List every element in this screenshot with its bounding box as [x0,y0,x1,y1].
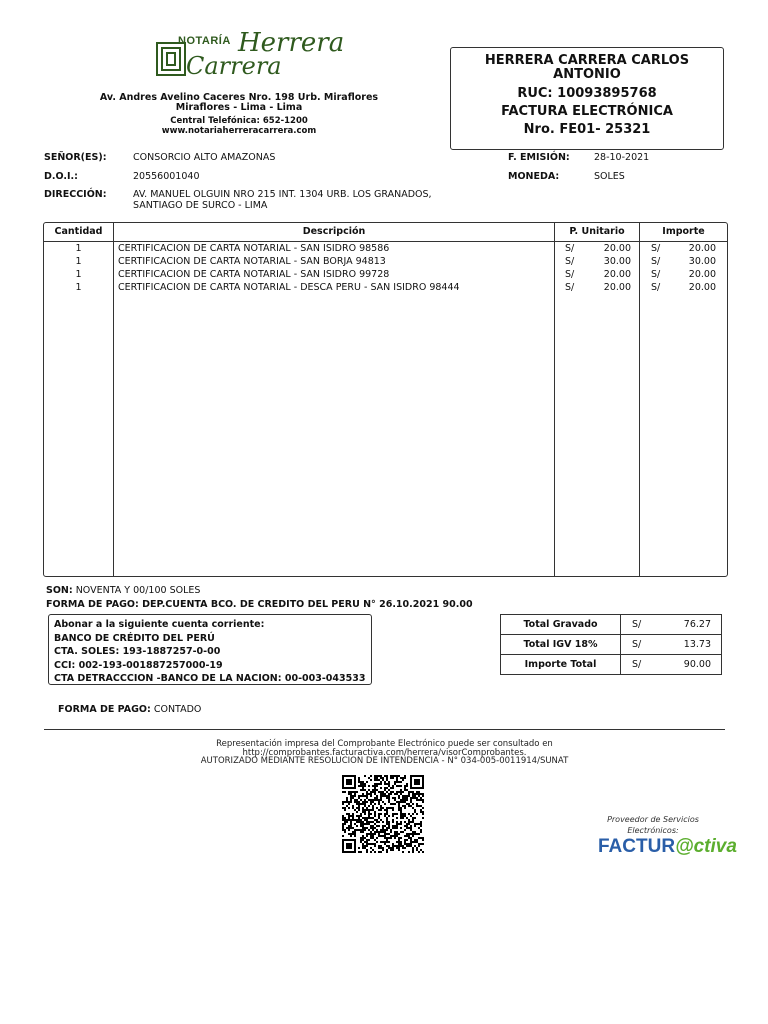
amount-in-words-label: SON: [46,585,73,596]
invoice-header-box [450,47,724,150]
amount-in-words [46,585,200,596]
legal-line3: AUTORIZADO MEDIANTE RESOLUCION DE INTENDENCIA - N° 034-005-0011914/SUNAT [200,756,569,766]
legal-notice [44,740,725,766]
row-amount: 20.00 [688,269,716,280]
table-row [44,242,727,255]
doi-label: D.O.I.: [44,171,78,182]
row-unit-currency: S/ [565,282,575,293]
row-qty: 1 [75,256,82,267]
company-address-line1: Av. Andres Avelino Caceres Nro. 198 Urb. Miraflores [99,92,379,103]
doi-value: 20556001040 [133,171,200,182]
logo-notaria-text: NOTARÍA [178,35,231,47]
header-description: Descripción [302,226,366,237]
customer-address-line1: AV. MANUEL OLGUIN NRO 215 INT. 1304 URB. LOS GRANADOS, [133,189,432,200]
notary-logo [150,28,345,86]
importe-total-label: Importe Total [524,659,597,670]
customer-name-label: SEÑOR(ES): [44,152,107,163]
issuer-name-line2: ANTONIO [553,67,621,82]
items-table [43,222,728,577]
logo-word-herrera: Herrera [238,28,345,58]
payment-form-value: CONTADO [153,704,202,715]
table-row [44,281,727,294]
importe-total-value: 90.00 [683,659,711,670]
company-contact [60,116,418,136]
totals-row [501,615,721,635]
bank-account-soles: CTA. SOLES: 193-1887257-0-00 [54,646,221,657]
header-qty: Cantidad [54,226,103,237]
total-igv-label: Total IGV 18% [523,639,598,650]
row-qty: 1 [75,269,82,280]
row-unit-currency: S/ [565,269,575,280]
facturactiva-logo-part2: @ctiva [675,836,737,857]
row-unit-currency: S/ [565,256,575,267]
table-row [44,268,727,281]
row-unit-price: 20.00 [603,269,631,280]
row-unit-price: 20.00 [603,282,631,293]
row-unit-currency: S/ [565,243,575,254]
customer-address-line2: SANTIAGO DE SURCO - LIMA [133,200,268,211]
payment-deposit-line: FORMA DE PAGO: DEP.CUENTA BCO. DE CREDITO DEL PERU N° 26.10.2021 90.00 [46,599,473,610]
totals-row [501,635,721,655]
bank-detraccion: CTA DETRACCCION -BANCO DE LA NACION: 00-003-043533 [54,673,366,684]
row-qty: 1 [75,282,82,293]
ruc-number: RUC: 10093895768 [517,86,657,101]
company-phone: Central Telefónica: 652-1200 [170,116,308,126]
row-description: CERTIFICACION DE CARTA NOTARIAL - SAN ISIDRO 99728 [118,269,390,280]
qr-code-icon [342,775,424,853]
row-unit-price: 30.00 [603,256,631,267]
row-amount-currency: S/ [651,243,661,254]
total-gravado-currency: S/ [632,619,642,630]
header-unit-price: P. Unitario [569,226,625,237]
header-amount: Importe [662,226,705,237]
issue-date: 28-10-2021 [594,152,650,163]
issue-date-label: F. EMISIÓN: [508,152,570,163]
document-type: FACTURA ELECTRÓNICA [501,104,673,119]
company-website: www.notariaherreracarrera.com [161,126,317,136]
row-description: CERTIFICACION DE CARTA NOTARIAL - SAN ISIDRO 98586 [118,243,390,254]
address-label: DIRECCIÓN: [44,189,107,200]
row-description: CERTIFICACION DE CARTA NOTARIAL - SAN BORJA 94813 [118,256,386,267]
facturactiva-logo-part1: FACTUR [598,836,676,857]
totals-table [500,614,722,675]
logo-emblem-icon [156,42,186,76]
company-address-line2: Miraflores - Lima - Lima [175,102,303,113]
total-igv-currency: S/ [632,639,642,650]
row-amount-currency: S/ [651,282,661,293]
row-unit-price: 20.00 [603,243,631,254]
invoice-number: Nro. FE01- 25321 [523,122,651,137]
importe-total-currency: S/ [632,659,642,670]
company-address [60,93,418,113]
currency-value: SOLES [594,171,625,182]
row-description: CERTIFICACION DE CARTA NOTARIAL - DESCA PERU - SAN ISIDRO 98444 [118,282,460,293]
facturactiva-logo [598,836,737,858]
total-gravado-value: 76.27 [683,619,711,630]
row-qty: 1 [75,243,82,254]
row-amount: 20.00 [688,243,716,254]
issuer-name-line1: HERRERA CARRERA CARLOS [484,53,690,68]
bank-account-box [48,614,372,685]
total-igv-value: 13.73 [683,639,711,650]
row-amount: 20.00 [688,282,716,293]
amount-in-words-value: NOVENTA Y 00/100 SOLES [75,585,201,596]
provider-caption [598,814,708,836]
row-amount-currency: S/ [651,269,661,280]
provider-line1: Proveedor de Servicios [607,815,699,824]
legal-line1: Representación impresa del Comprobante Electrónico puede ser consultado en [216,739,553,749]
bank-intro: Abonar a la siguiente cuenta corriente: [54,619,265,630]
footer-divider [44,729,725,730]
customer-address [133,189,432,211]
total-gravado-label: Total Gravado [523,619,598,630]
table-row [44,255,727,268]
totals-row [501,655,721,675]
payment-form [58,704,201,715]
legal-line2: http://comprobantes.facturactiva.com/herrera/visorComprobantes. [242,747,527,758]
customer-name: CONSORCIO ALTO AMAZONAS [133,152,276,163]
logo-word-carrera: Carrera [186,52,282,80]
currency-label: MONEDA: [508,171,560,182]
row-amount: 30.00 [688,256,716,267]
row-amount-currency: S/ [651,256,661,267]
bank-cci: CCI: 002-193-001887257000-19 [54,659,223,671]
bank-name: BANCO DE CRÉDITO DEL PERÚ [54,632,215,644]
payment-form-label: FORMA DE PAGO: [58,704,151,715]
provider-line2: Electrónicos: [627,826,679,835]
